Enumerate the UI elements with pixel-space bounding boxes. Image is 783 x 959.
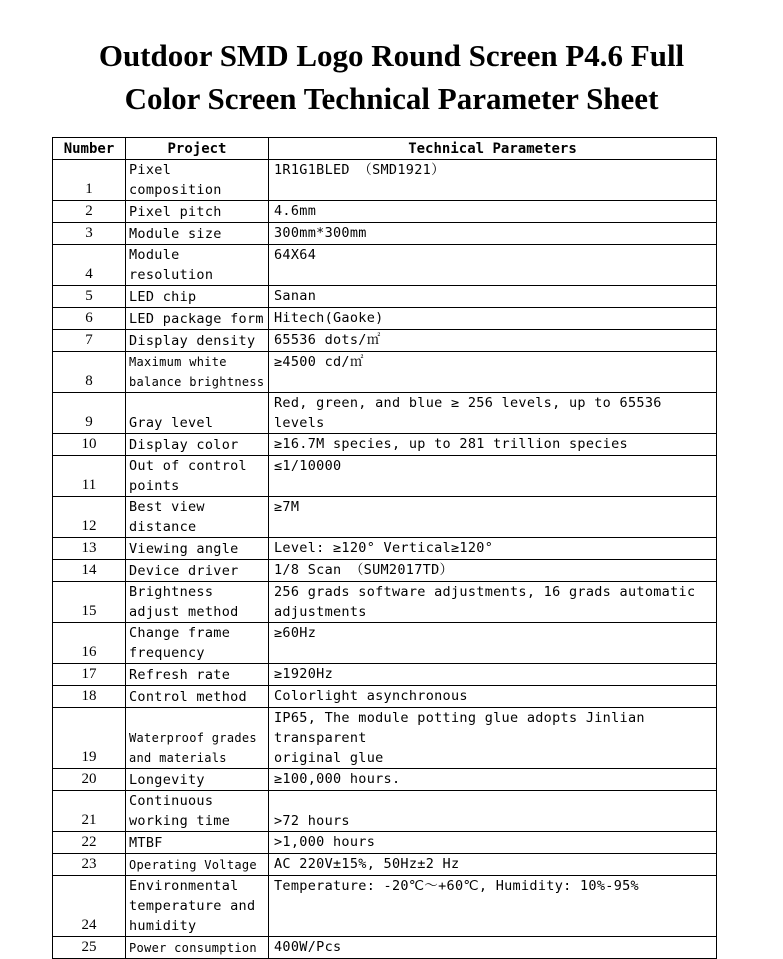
row-project: LED chip [126, 286, 269, 308]
row-project: Display color [126, 434, 269, 456]
row-project: Viewing angle [126, 538, 269, 560]
row-technical-value: 1/8 Scan （SUM2017TD） [269, 560, 717, 582]
title-line-2: Color Screen Technical Parameter Sheet [124, 81, 659, 116]
row-number: 2 [53, 201, 126, 223]
table-row [53, 937, 717, 959]
row-technical-value: 4.6mm [269, 201, 717, 223]
row-technical-value: ≥100,000 hours. [269, 769, 717, 791]
row-number: 20 [53, 769, 126, 791]
row-number: 6 [53, 308, 126, 330]
table-row [53, 560, 717, 582]
row-project: Display density [126, 330, 269, 352]
row-project: Best view distance [126, 497, 269, 538]
row-technical-value: AC 220V±15%, 50Hz±2 Hz [269, 854, 717, 876]
table-row [53, 352, 717, 393]
row-project: Maximum white balance brightness [126, 352, 269, 393]
table-row [53, 434, 717, 456]
row-technical-value: Level: ≥120° Vertical≥120° [269, 538, 717, 560]
row-technical-value: 1R1G1BLED （SMD1921） [269, 160, 717, 201]
row-technical-value: ≥16.7M species, up to 281 trillion species [269, 434, 717, 456]
row-project: Waterproof grades and materials [126, 708, 269, 769]
header-number: Number [53, 138, 126, 160]
row-number: 11 [53, 456, 126, 497]
row-number: 15 [53, 582, 126, 623]
row-technical-value: Red, green, and blue ≥ 256 levels, up to 65536 levels [269, 393, 717, 434]
row-technical-value: ≥60Hz [269, 623, 717, 664]
table-row [53, 393, 717, 434]
row-number: 8 [53, 352, 126, 393]
row-technical-value: ≥7M [269, 497, 717, 538]
row-technical-value: >1,000 hours [269, 832, 717, 854]
row-project: Pixel pitch [126, 201, 269, 223]
row-project: Longevity [126, 769, 269, 791]
table-row [53, 160, 717, 201]
row-project: Control method [126, 686, 269, 708]
row-technical-value: 400W/Pcs [269, 937, 717, 959]
row-project: Out of control points [126, 456, 269, 497]
row-number: 22 [53, 832, 126, 854]
row-project: Brightness adjust method [126, 582, 269, 623]
row-number: 17 [53, 664, 126, 686]
row-number: 24 [53, 876, 126, 937]
table-row [53, 497, 717, 538]
row-project: LED package form [126, 308, 269, 330]
row-technical-value: Hitech(Gaoke) [269, 308, 717, 330]
row-number: 3 [53, 223, 126, 245]
row-technical-value: IP65, The module potting glue adopts Jinlian transparent original glue [269, 708, 717, 769]
row-number: 21 [53, 791, 126, 832]
row-number: 10 [53, 434, 126, 456]
row-project: Environmental temperature and humidity [126, 876, 269, 937]
page-title [0, 34, 783, 120]
row-number: 1 [53, 160, 126, 201]
row-number: 19 [53, 708, 126, 769]
row-project: Continuous working time [126, 791, 269, 832]
row-project: Device driver [126, 560, 269, 582]
row-number: 18 [53, 686, 126, 708]
table-row [53, 582, 717, 623]
table-row [53, 286, 717, 308]
row-project: Refresh rate [126, 664, 269, 686]
table-row [53, 538, 717, 560]
row-project: Pixel composition [126, 160, 269, 201]
table-row [53, 832, 717, 854]
row-technical-value: Colorlight asynchronous [269, 686, 717, 708]
row-technical-value: 256 grads software adjustments, 16 grads automatic adjustments [269, 582, 717, 623]
row-technical-value: Sanan [269, 286, 717, 308]
header-technical-parameters: Technical Parameters [269, 138, 717, 160]
row-number: 9 [53, 393, 126, 434]
row-number: 4 [53, 245, 126, 286]
row-number: 23 [53, 854, 126, 876]
table-header-row [53, 138, 717, 160]
parameter-table [52, 137, 717, 959]
table-row [53, 686, 717, 708]
row-project: Gray level [126, 393, 269, 434]
row-number: 12 [53, 497, 126, 538]
row-technical-value: 65536 dots/㎡ [269, 330, 717, 352]
table-row [53, 456, 717, 497]
table-row [53, 623, 717, 664]
table-row [53, 245, 717, 286]
row-project: Change frame frequency [126, 623, 269, 664]
row-number: 7 [53, 330, 126, 352]
row-technical-value: >72 hours [269, 791, 717, 832]
row-technical-value: Temperature: -20℃～+60℃, Humidity: 10%-95% [269, 876, 717, 937]
row-project: Module size [126, 223, 269, 245]
table-row [53, 330, 717, 352]
table-row [53, 769, 717, 791]
row-technical-value: ≥1920Hz [269, 664, 717, 686]
table-row [53, 664, 717, 686]
row-technical-value: 300mm*300mm [269, 223, 717, 245]
row-project: Module resolution [126, 245, 269, 286]
table-row [53, 708, 717, 769]
row-number: 14 [53, 560, 126, 582]
row-number: 5 [53, 286, 126, 308]
title-line-1: Outdoor SMD Logo Round Screen P4.6 Full [98, 38, 685, 73]
row-number: 16 [53, 623, 126, 664]
row-project: MTBF [126, 832, 269, 854]
row-number: 25 [53, 937, 126, 959]
row-number: 13 [53, 538, 126, 560]
row-project: Power consumption [126, 937, 269, 959]
table-row [53, 791, 717, 832]
row-technical-value: ≥4500 cd/㎡ [269, 352, 717, 393]
row-technical-value: ≤1/10000 [269, 456, 717, 497]
table-row [53, 308, 717, 330]
table-row [53, 854, 717, 876]
row-technical-value: 64X64 [269, 245, 717, 286]
table-row [53, 876, 717, 937]
table-row [53, 223, 717, 245]
table-row [53, 201, 717, 223]
row-project: Operating Voltage [126, 854, 269, 876]
header-project: Project [126, 138, 269, 160]
